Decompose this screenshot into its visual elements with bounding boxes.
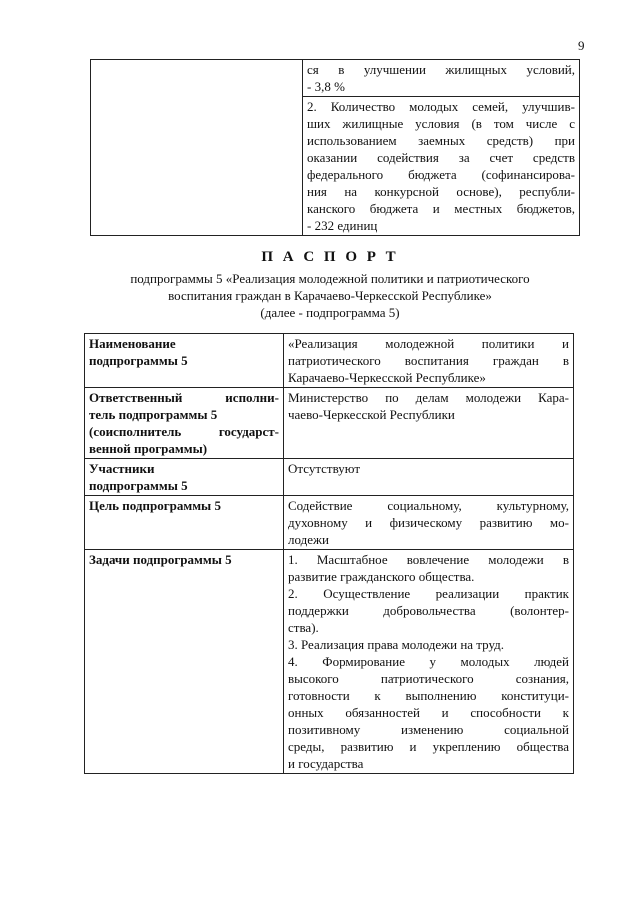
row-value-executor <box>284 388 574 459</box>
value-line: развитие гражданского общества. <box>288 569 475 584</box>
text-line: использованием заемных средств) при <box>307 133 575 148</box>
text-line: оказании содействия за счет средств <box>307 150 575 165</box>
value-line: готовности к выполнению конституци- <box>288 688 569 703</box>
value-line: Содействие социальному, культурному, <box>288 498 569 513</box>
value-line: патриотического воспитания граждан в <box>288 353 569 368</box>
empty-cell <box>91 60 303 236</box>
label-line: (соисполнитель государст- <box>89 424 279 439</box>
value-line: среды, развитию и укреплению общества <box>288 739 569 754</box>
table-row <box>91 60 580 97</box>
label-line: Цель подпрограммы 5 <box>89 498 221 513</box>
passport-subtitle-line: воспитания граждан в Карачаево-Черкесской Республике» <box>168 288 492 303</box>
row-label-goal <box>85 496 284 550</box>
value-line: Карачаево-Черкесской Республике» <box>288 370 486 385</box>
text-line: 2. Количество молодых семей, улучшив- <box>307 99 575 114</box>
value-line: поддержки добровольчества (волонтер- <box>288 603 569 618</box>
page-number: 9 <box>578 38 585 53</box>
label-line: Задачи подпрограммы 5 <box>89 552 232 567</box>
value-line: чаево-Черкесской Республики <box>288 407 455 422</box>
row-value-name <box>284 334 574 388</box>
label-line: Ответственный исполни- <box>89 390 279 405</box>
label-line: подпрограммы 5 <box>89 478 188 493</box>
passport-table <box>84 333 574 774</box>
text-line: ния на конкурсной основе), республи- <box>307 184 575 199</box>
value-line: высокого патриотического сознания, <box>288 671 569 686</box>
value-line: Министерство по делам молодежи Кара- <box>288 390 569 405</box>
value-line: онных обязанностей и способности к <box>288 705 569 720</box>
passport-title: П А С П О Р Т <box>261 249 399 265</box>
table-row <box>85 550 574 774</box>
label-line: Наименование <box>89 336 176 351</box>
continuation-table <box>90 59 580 236</box>
label-line: подпрограммы 5 <box>89 353 188 368</box>
table-row <box>85 388 574 459</box>
indicator-cell <box>303 60 580 97</box>
row-label-participants <box>85 459 284 496</box>
value-line: 3. Реализация права молодежи на труд. <box>288 637 505 652</box>
text-line: - 3,8 % <box>307 79 345 94</box>
row-value-tasks <box>284 550 574 774</box>
label-line: Участники <box>89 461 155 476</box>
label-line: венной программы) <box>89 441 208 456</box>
value-line: лодежи <box>288 532 329 547</box>
value-line: «Реализация молодежной политики и <box>288 336 569 351</box>
row-value-goal <box>284 496 574 550</box>
text-line: ся в улучшении жилищных условий, <box>307 62 575 77</box>
passport-subtitle-line: (далее - подпрограмма 5) <box>260 305 400 320</box>
row-label-name <box>85 334 284 388</box>
value-line: и государства <box>288 756 364 771</box>
label-line: тель подпрограммы 5 <box>89 407 218 422</box>
passport-subtitle-line: подпрограммы 5 «Реализация молодежной политики и патриотического <box>130 271 530 286</box>
value-line: Отсутствуют <box>288 461 361 476</box>
value-line: 1. Масштабное вовлечение молодежи в <box>288 552 569 567</box>
row-label-executor <box>85 388 284 459</box>
value-line: ства). <box>288 620 319 635</box>
text-line: - 232 единиц <box>307 218 378 233</box>
table-row <box>85 334 574 388</box>
text-line: ших жилищные условия (в том числе с <box>307 116 575 131</box>
indicator-cell <box>303 97 580 236</box>
value-line: позитивному изменению социальной <box>288 722 569 737</box>
passport-heading <box>60 249 600 321</box>
value-line: духовному и физическому развитию мо- <box>288 515 569 530</box>
text-line: федерального бюджета (софинансирова- <box>307 167 575 182</box>
text-line: канского бюджета и местных бюджетов, <box>307 201 575 216</box>
table-row <box>85 496 574 550</box>
table-row <box>85 459 574 496</box>
row-label-tasks <box>85 550 284 774</box>
value-line: 4. Формирование у молодых людей <box>288 654 569 669</box>
value-line: 2. Осуществление реализации практик <box>288 586 569 601</box>
row-value-participants <box>284 459 574 496</box>
